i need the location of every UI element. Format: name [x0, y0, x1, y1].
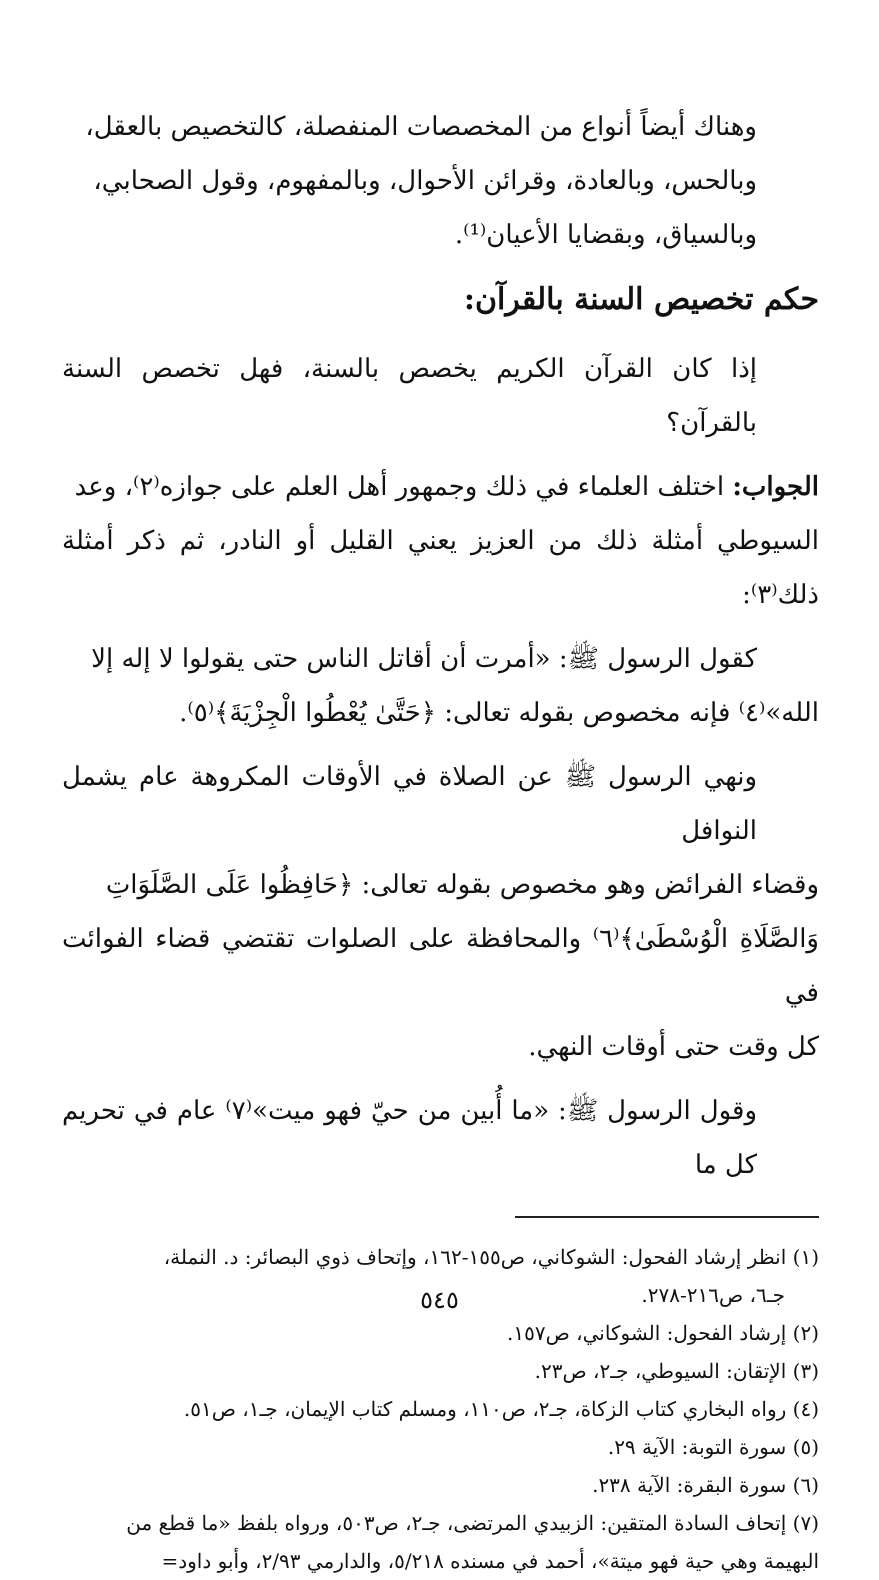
footnote-item — [62, 1390, 819, 1428]
text-line: وبالحس، وبالعادة، وقرائن الأحوال، وبالمفهوم، وقول الصحابي، — [93, 166, 757, 196]
text-line: وَالصَّلَاةِ الْوُسْطَىٰ﴾⁽٦⁾ والمحافظة على الصلوات تقتضي قضاء الفوائت في — [62, 924, 819, 1008]
footnote-item — [62, 1504, 819, 1580]
text-line: وقضاء الفرائض وهو مخصوص بقوله تعالى: ﴿حَافِظُوا عَلَى الصَّلَوَاتِ — [105, 870, 819, 900]
paragraph-specifiers — [62, 100, 819, 262]
footnote-line: (٣) الإتقان: السيوطي، جـ٢، ص٢٣. — [534, 1359, 819, 1383]
text-line: السيوطي أمثلة ذلك من العزيز يعني القليل أو النادر، ثم ذكر أمثلة ذلك⁽٣⁾: — [62, 526, 819, 610]
footnote-line: (٤) رواه البخاري كتاب الزكاة، جـ٢، ص١١٠، ومسلم كتاب الإيمان، جـ١، ص٥١. — [183, 1397, 819, 1421]
paragraph-example-3 — [62, 1084, 819, 1192]
text-line: كل وقت حتى أوقات النهي. — [528, 1032, 819, 1062]
footnote-item — [62, 1428, 819, 1466]
footnote-line: (٢) إرشاد الفحول: الشوكاني، ص١٥٧. — [507, 1321, 819, 1345]
paragraph-example-1 — [62, 632, 819, 740]
text-line: ونهي الرسول ﷺ عن الصلاة في الأوقات المكروهة عام يشمل النوافل — [62, 762, 757, 846]
footnote-item — [62, 1466, 819, 1504]
text-line: كقول الرسول ﷺ: «أمرت أن أقاتل الناس حتى يقولوا لا إله إلا — [91, 644, 757, 674]
footnote-line: جـ٦، ص٢١٦-٢٧٨. — [641, 1283, 785, 1307]
answer-lead: الجواب: — [732, 472, 819, 502]
paragraph-example-2 — [62, 750, 819, 1074]
text-line: وبالسياق، وبقضايا الأعيان⁽¹⁾. — [454, 220, 757, 250]
footnote-line: (٦) سورة البقرة: الآية ٢٣٨. — [592, 1473, 819, 1497]
text-line: وقول الرسول ﷺ: «ما أُبين من حيّ فهو ميت»⁽٧⁾ عام في تحريم كل ما — [62, 1096, 758, 1180]
text-line: إذا كان القرآن الكريم يخصص بالسنة، فهل تخصص السنة بالقرآن؟ — [62, 354, 757, 438]
answer-text: اختلف العلماء في ذلك وجمهور أهل العلم على جوازه⁽٢⁾، وعد — [74, 472, 733, 502]
footnote-line: (٥) سورة التوبة: الآية ٢٩. — [607, 1435, 819, 1459]
footnote-separator — [515, 1216, 819, 1218]
paragraph-question — [62, 342, 819, 450]
paragraph-answer — [62, 460, 819, 622]
footnote-item — [62, 1314, 819, 1352]
footnote-line: (٧) إتحاف السادة المتقين: الزبيدي المرتضى، جـ٢، ص٥٠٣، ورواه بلفظ «ما قطع من — [126, 1511, 819, 1535]
page-number: ٥٤٥ — [420, 1286, 459, 1314]
footnote-line: البهيمة وهي حية فهو ميتة»، أحمد في مسنده ٥/٢١٨، والدارمي ٢/٩٣، وأبو داود= — [161, 1549, 819, 1573]
text-line — [62, 460, 819, 514]
text-line: الله»⁽٤⁾ فإنه مخصوص بقوله تعالى: ﴿حَتَّىٰ يُعْطُوا الْجِزْيَةَ﴾⁽٥⁾. — [179, 698, 819, 728]
footnote-line: (١) انظر إرشاد الفحول: الشوكاني، ص١٥٥-١٦٢، وإتحاف ذوي البصائر: د. النملة، — [163, 1245, 819, 1269]
footnote-item — [62, 1352, 819, 1390]
section-heading: حكم تخصيص السنة بالقرآن: — [463, 282, 819, 317]
text-line: وهناك أيضاً أنواع من المخصصات المنفصلة، كالتخصيص بالعقل، — [85, 112, 757, 142]
